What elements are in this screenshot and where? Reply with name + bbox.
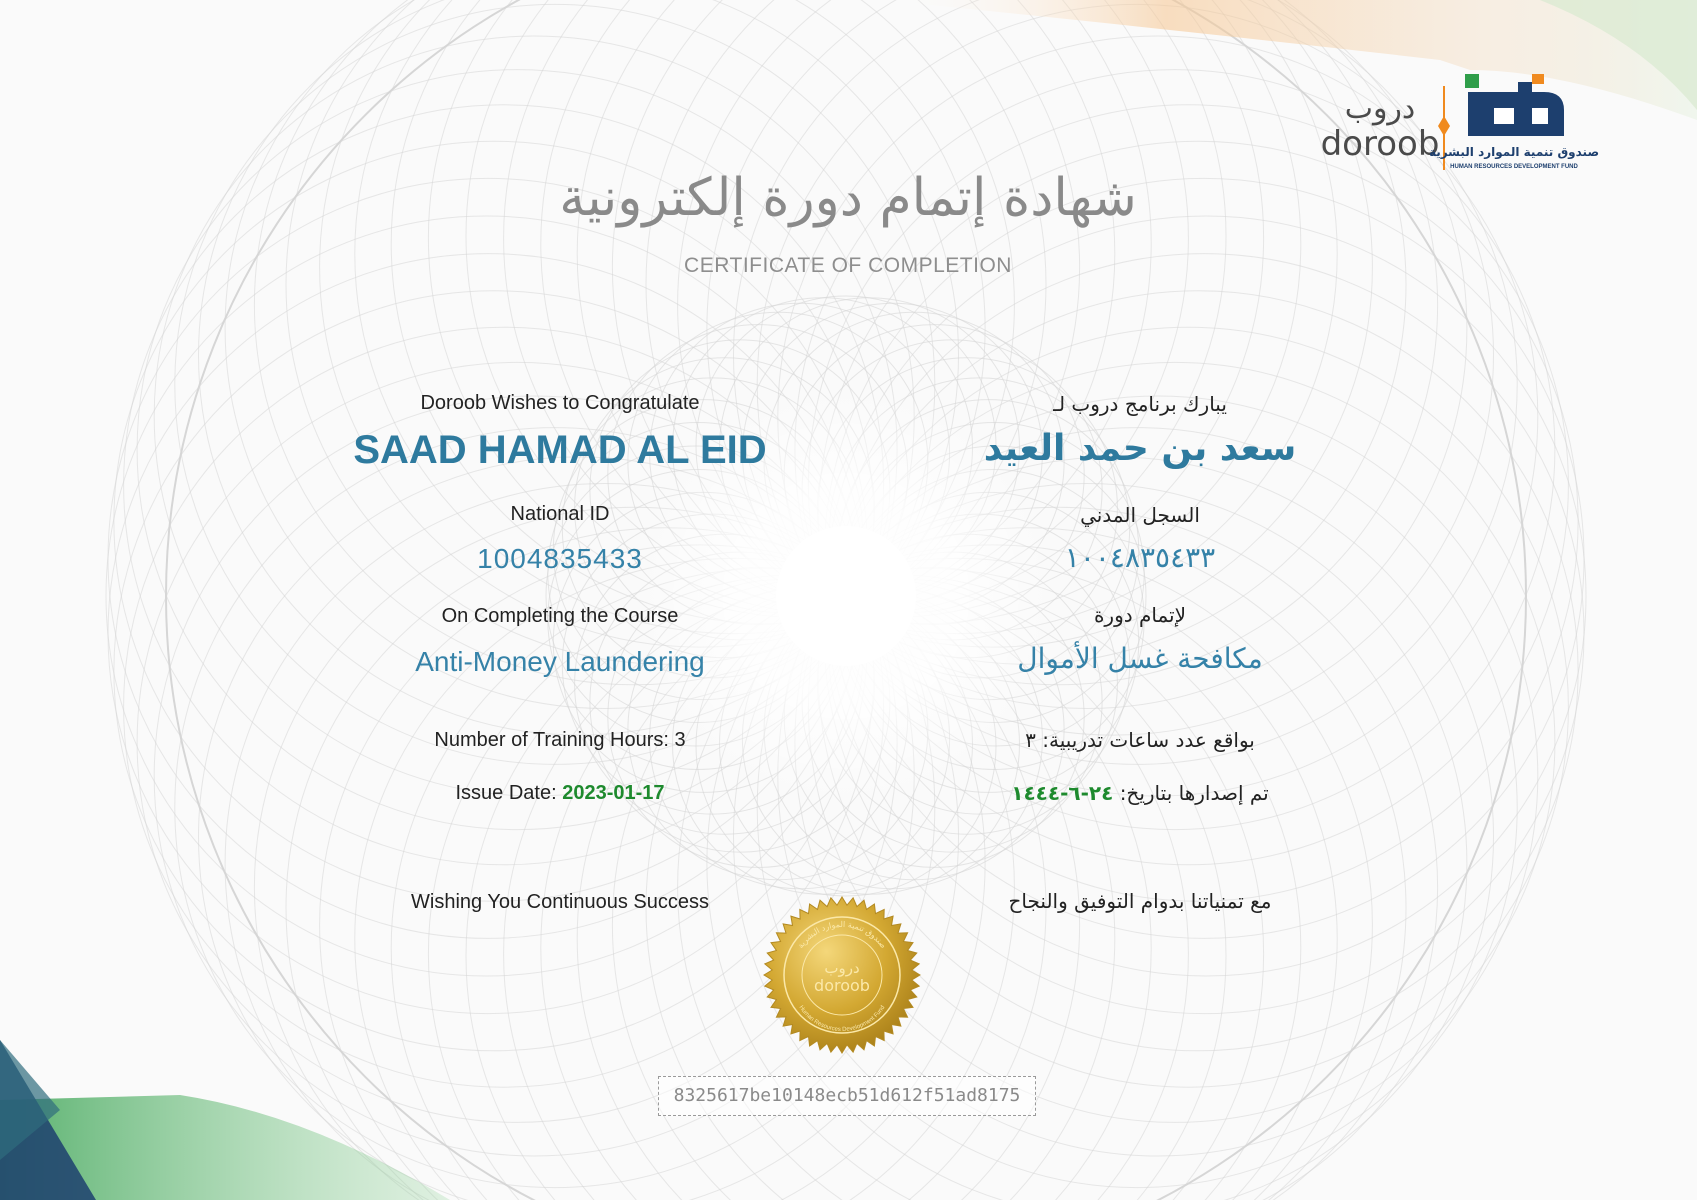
recipient-name-en: SAAD HAMAD AL EID [353, 428, 767, 472]
congrats-label-ar: يبارك برنامج دروب لـ [1053, 392, 1227, 416]
training-hours-en: Number of Training Hours: 3 [434, 729, 686, 751]
issue-date-row-ar [940, 781, 1340, 805]
seal-ring-ar: صندوق تنمية الموارد البشرية [795, 919, 888, 951]
course-name-ar: مكافحة غسل الأموال [1017, 642, 1263, 675]
gold-seal [762, 895, 922, 1055]
verification-hash[interactable]: 8325617be10148ecb51d612f51ad8175 [658, 1076, 1036, 1116]
national-id-value-en: 1004835433 [477, 543, 643, 574]
hrdf-doroob-logo-icon [1318, 70, 1620, 180]
national-id-label-en: National ID [510, 503, 610, 525]
recipient-name-ar: سعد بن حمد العيد [983, 428, 1297, 469]
title-english: CERTIFICATE OF COMPLETION [684, 254, 1012, 277]
hrdf-ar-logo-text: صندوق تنمية الموارد البشرية [1428, 145, 1600, 159]
seal-text-ar: دروب [824, 959, 860, 977]
seal-icon [762, 895, 922, 1055]
national-id-label-ar: السجل المدني [1080, 503, 1200, 527]
congrats-label-en: Doroob Wishes to Congratulate [420, 392, 700, 414]
course-label-ar: لإتمام دورة [1093, 603, 1187, 627]
issue-date-label-en: Issue Date: [455, 782, 557, 804]
issue-date-value-en: 2023-01-17 [562, 782, 665, 804]
seal-text-en: doroob [814, 976, 870, 995]
doroob-en-logo-text: doroob [1320, 124, 1440, 164]
hrdf-en-logo-text: HUMAN RESOURCES DEVELOPMENT FUND [1450, 164, 1578, 170]
wishing-text-ar: مع تمنياتنا بدوام التوفيق والنجاح [1008, 889, 1272, 913]
issue-date-value-ar: ٢٤-٦-١٤٤٤ [1011, 781, 1114, 805]
course-label-en: On Completing the Course [441, 605, 679, 627]
doroob-ar-logo-text: دروب [1344, 91, 1416, 126]
wishing-text-en: Wishing You Continuous Success [411, 891, 709, 913]
national-id-value-ar: ١٠٠٤٨٣٥٤٣٣ [1064, 541, 1216, 574]
course-name-en: Anti-Money Laundering [415, 646, 705, 677]
issue-date-label-ar: تم إصدارها بتاريخ: [1119, 781, 1269, 805]
training-hours-ar: بواقع عدد ساعات تدريبية: ٣ [1025, 728, 1255, 752]
seal-ring-en: Human Resources Development Fund [797, 1004, 887, 1034]
title-arabic: شهادة إتمام دورة إلكترونية [559, 168, 1137, 228]
issue-date-row-en [300, 782, 820, 805]
brand-logo [1318, 70, 1620, 180]
